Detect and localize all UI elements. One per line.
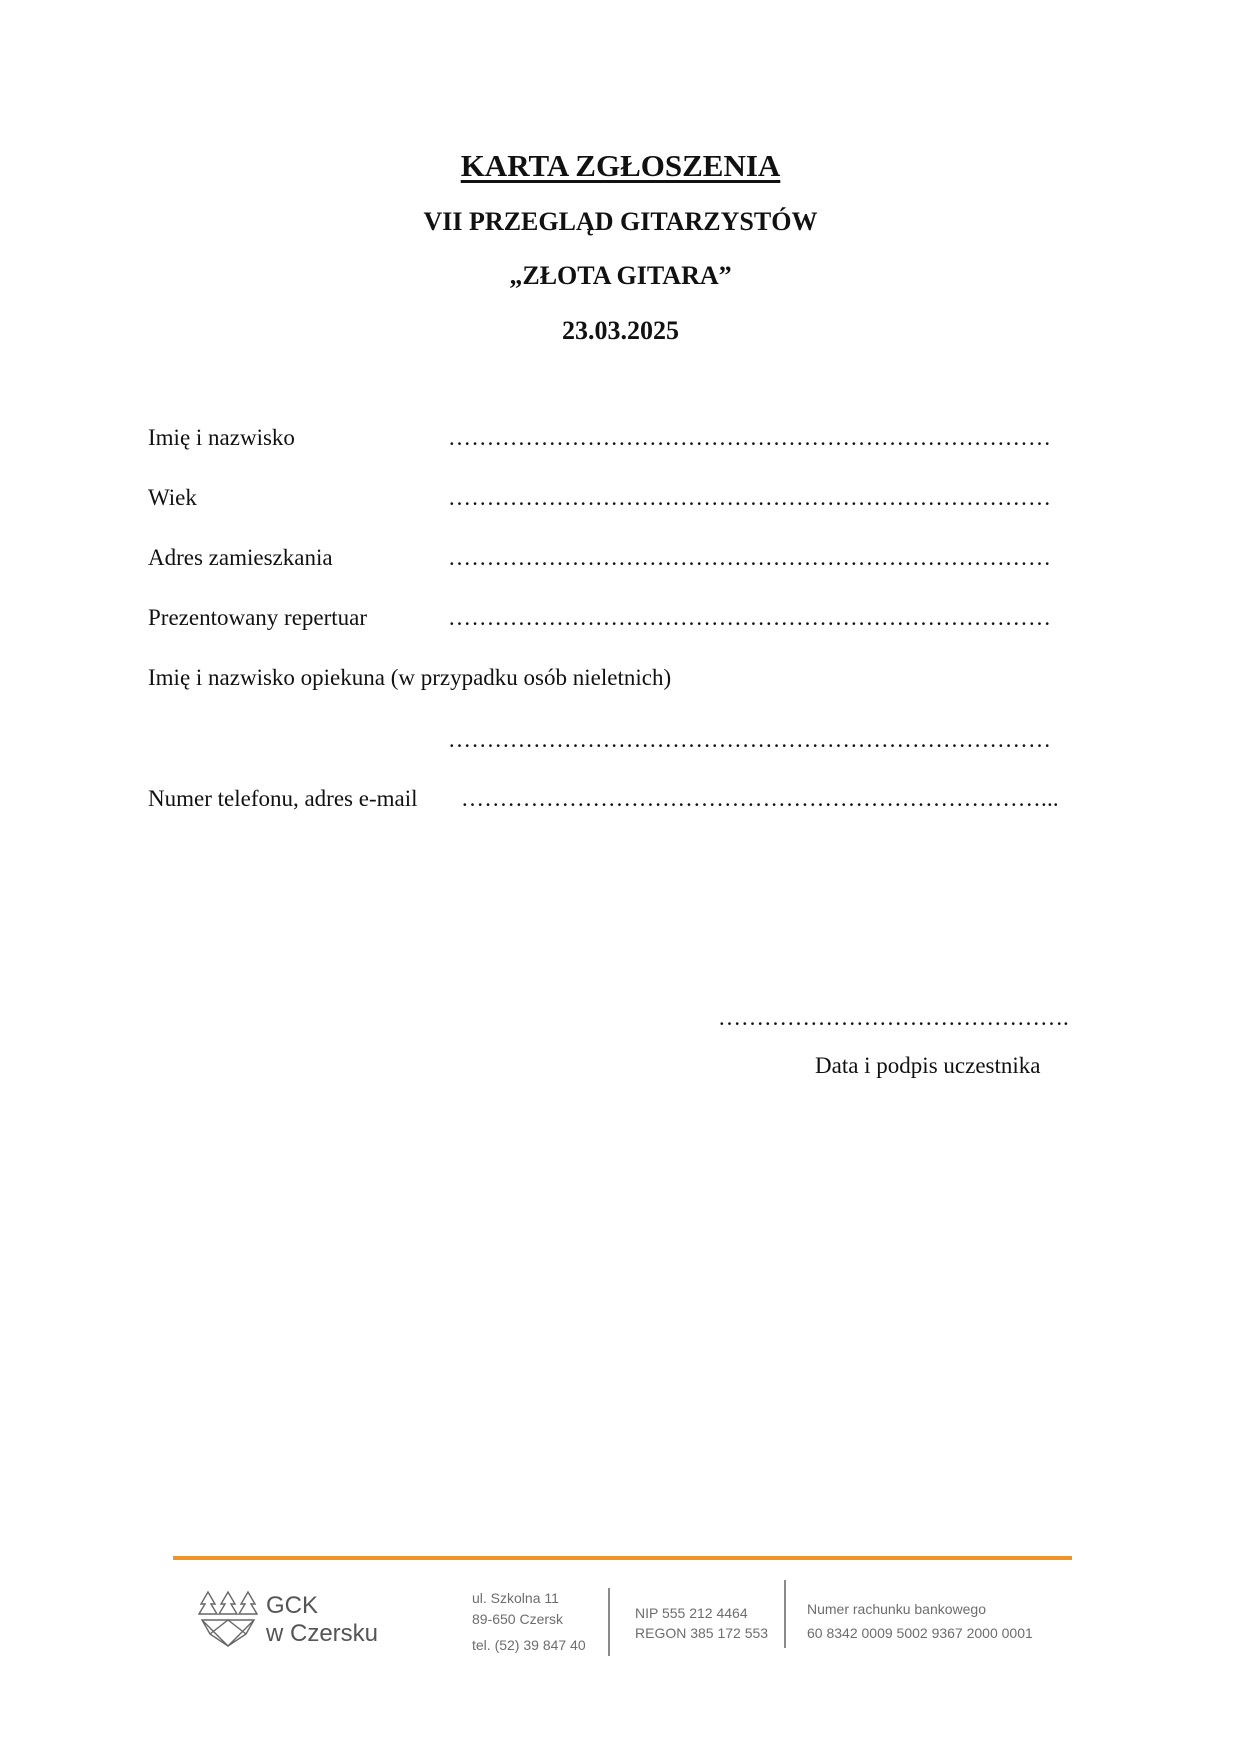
document-title: KARTA ZGŁOSZENIA (460, 148, 781, 183)
name-label: Imię i nazwisko (148, 425, 295, 450)
trees-logo-icon (198, 1590, 258, 1648)
footer-separator (608, 1588, 610, 1656)
address-field[interactable]: …………………………………………………………………… (448, 545, 1052, 570)
age-label: Wiek (148, 485, 197, 510)
org-city: w Czersku (266, 1620, 379, 1647)
event-subtitle: „ZŁOTA GITARA” (509, 261, 732, 290)
regon-number: REGON 385 172 553 (635, 1625, 769, 1641)
bank-account-number: 60 8342 0009 5002 9367 2000 0001 (807, 1625, 1033, 1641)
contact-label: Numer telefonu, adres e-mail (148, 786, 418, 811)
event-name: VII PRZEGLĄD GITARZYSTÓW (423, 207, 818, 236)
guardian-label: Imię i nazwisko opiekuna (w przypadku osób nieletnich) (148, 665, 672, 690)
name-field[interactable]: …………………………………………………………………… (448, 425, 1052, 450)
address-label: Adres zamieszkania (148, 545, 333, 570)
signature-line[interactable]: ………………………………………. (718, 1005, 1069, 1030)
nip-number: NIP 555 212 4464 (635, 1605, 748, 1621)
phone-number: tel. (52) 39 847 40 (472, 1637, 586, 1653)
address-street: ul. Szkolna 11 (472, 1590, 559, 1606)
footer-divider (173, 1556, 1072, 1560)
contact-field[interactable]: …………………………………………………………………... (461, 786, 1059, 811)
repertoire-field[interactable]: …………………………………………………………………… (448, 605, 1052, 630)
bank-account-label: Numer rachunku bankowego (807, 1601, 986, 1617)
age-field[interactable]: …………………………………………………………………… (448, 485, 1052, 510)
footer-separator (784, 1580, 786, 1648)
repertoire-label: Prezentowany repertuar (148, 605, 368, 630)
signature-label: Data i podpis uczestnika (815, 1053, 1041, 1078)
org-name: GCK (266, 1592, 319, 1619)
address-city: 89-650 Czersk (472, 1611, 564, 1627)
guardian-field[interactable]: …………………………………………………………………… (448, 727, 1052, 752)
event-date: 23.03.2025 (562, 316, 679, 345)
